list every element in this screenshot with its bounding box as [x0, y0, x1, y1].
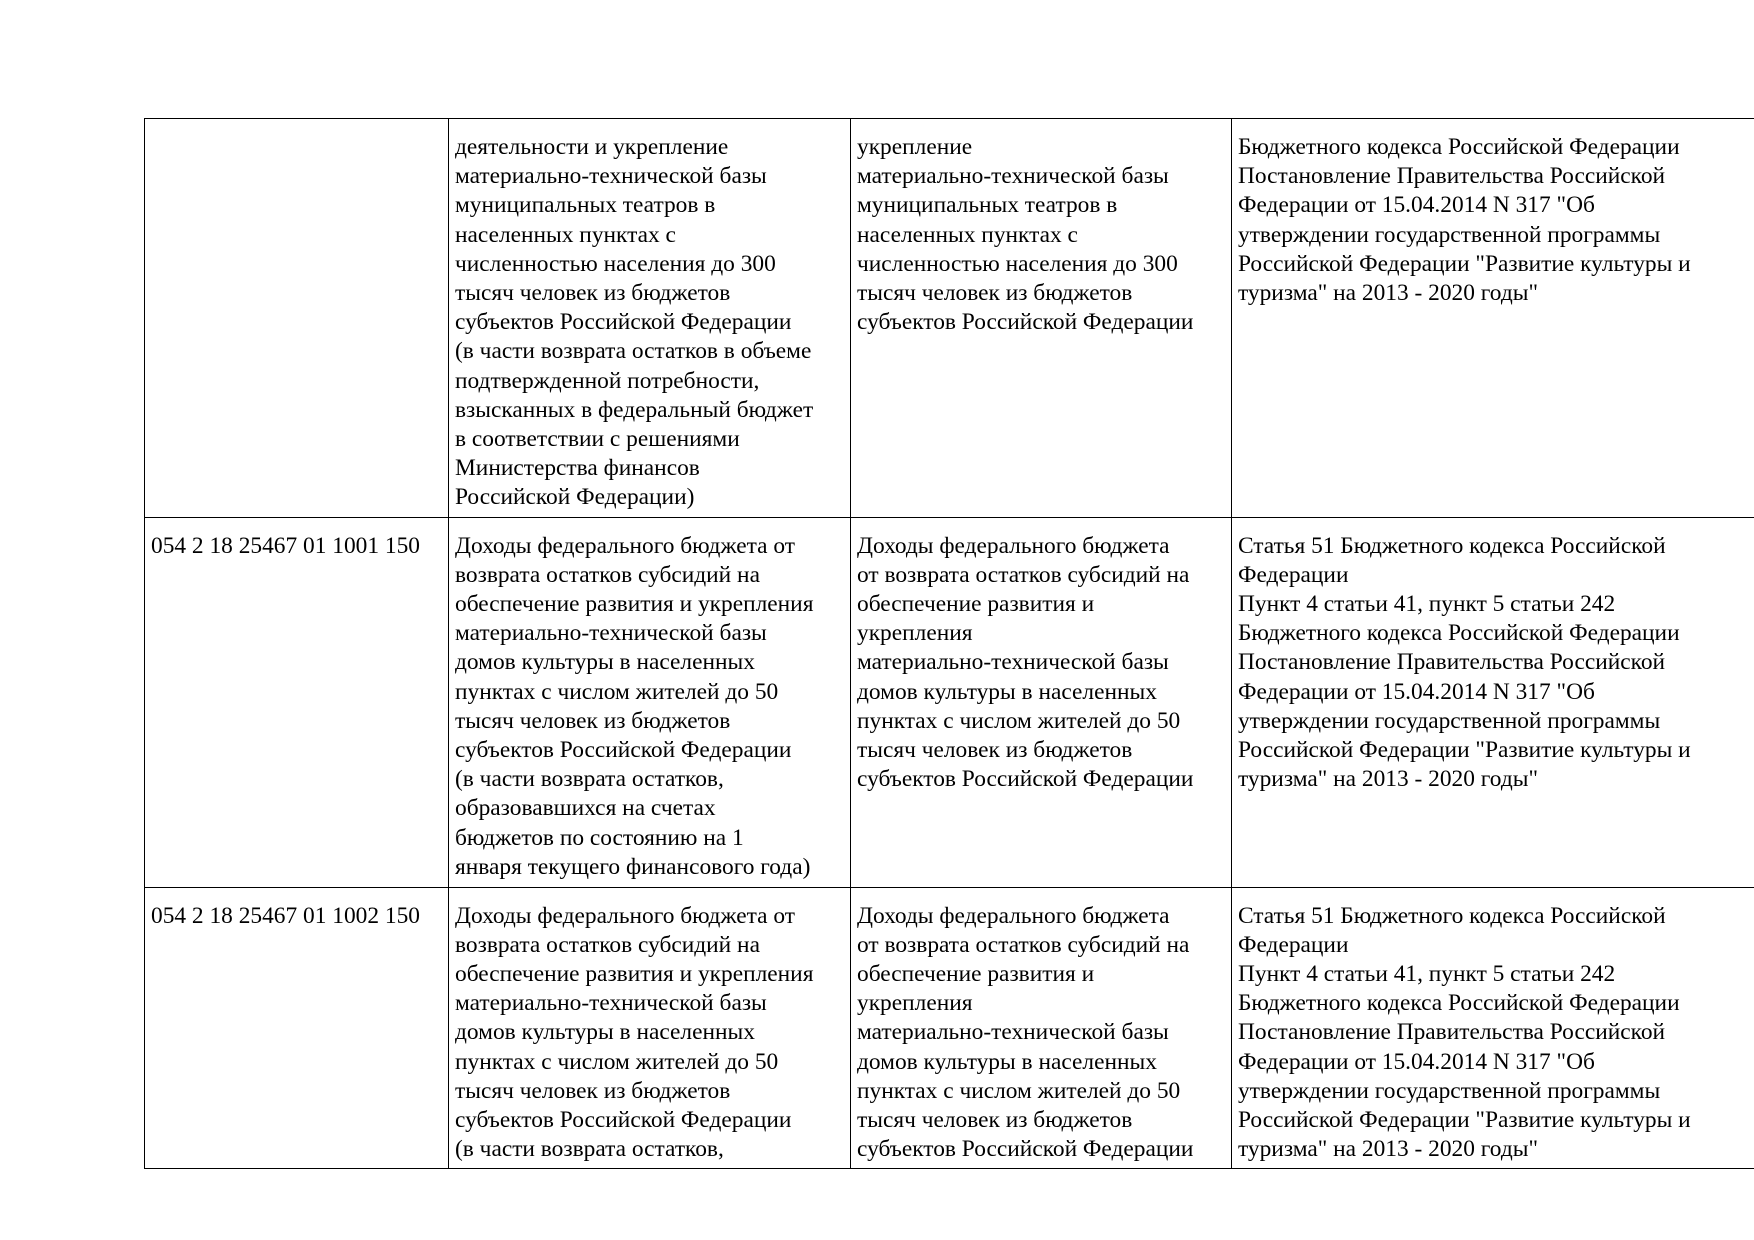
income-description-cell: Доходы федерального бюджета от возврата остатков субсидий на обеспечение развития и укрепления материально-технической базы домов культуры в населенных пунктах с числом жителей до 50 тысяч человек из бюджетов субъектов Российской Федерации (в части возврата остатков, образовавшихся на счетах бюджетов по состоянию на 1 января текущего финансового года) — [449, 517, 851, 887]
legal-basis-cell: Бюджетного кодекса Российской Федерации Постановление Правительства Российской Федерации от 15.04.2014 N 317 "Об утверждении государственной программы Российской Федерации "Развитие культуры и туризма" на 2013 - 2020 годы" — [1232, 119, 1754, 518]
income-name-cell: Доходы федерального бюджета от возврата остатков субсидий на обеспечение развития и укрепления материально-технической базы домов культуры в населенных пунктах с числом жителей до 50 тысяч человек из бюджетов субъектов Российской Федерации — [851, 887, 1232, 1169]
table-row — [145, 887, 1754, 1169]
table-row — [145, 119, 1754, 518]
income-name-cell: укрепление материально-технической базы муниципальных театров в населенных пунктах с численностью населения до 300 тысяч человек из бюджетов субъектов Российской Федерации — [851, 119, 1232, 518]
income-description-cell: Доходы федерального бюджета от возврата остатков субсидий на обеспечение развития и укрепления материально-технической базы домов культуры в населенных пунктах с числом жителей до 50 тысяч человек из бюджетов субъектов Российской Федерации (в части возврата остатков, — [449, 887, 851, 1169]
table-row — [145, 517, 1754, 887]
budget-income-table — [144, 118, 1754, 1169]
table-body — [145, 119, 1754, 1169]
income-name-cell: Доходы федерального бюджета от возврата остатков субсидий на обеспечение развития и укрепления материально-технической базы домов культуры в населенных пунктах с числом жителей до 50 тысяч человек из бюджетов субъектов Российской Федерации — [851, 517, 1232, 887]
budget-classification-code-cell — [145, 119, 449, 518]
legal-basis-cell: Статья 51 Бюджетного кодекса Российской Федерации Пункт 4 статьи 41, пункт 5 статьи 242 Бюджетного кодекса Российской Федерации Постановление Правительства Российской Федерации от 15.04.2014 N 317 "Об утверждении государственной программы Российской Федерации "Развитие культуры и туризма" на 2013 - 2020 годы" — [1232, 887, 1754, 1169]
legal-basis-cell: Статья 51 Бюджетного кодекса Российской Федерации Пункт 4 статьи 41, пункт 5 статьи 242 Бюджетного кодекса Российской Федерации Постановление Правительства Российской Федерации от 15.04.2014 N 317 "Об утверждении государственной программы Российской Федерации "Развитие культуры и туризма" на 2013 - 2020 годы" — [1232, 517, 1754, 887]
budget-classification-code-cell: 054 2 18 25467 01 1001 150 — [145, 517, 449, 887]
budget-classification-code-cell: 054 2 18 25467 01 1002 150 — [145, 887, 449, 1169]
income-description-cell: деятельности и укрепление материально-технической базы муниципальных театров в населенных пунктах с численностью населения до 300 тысяч человек из бюджетов субъектов Российской Федерации (в части возврата остатков в объеме подтвержденной потребности, взысканных в федеральный бюджет в соответствии с решениями Министерства финансов Российской Федерации) — [449, 119, 851, 518]
